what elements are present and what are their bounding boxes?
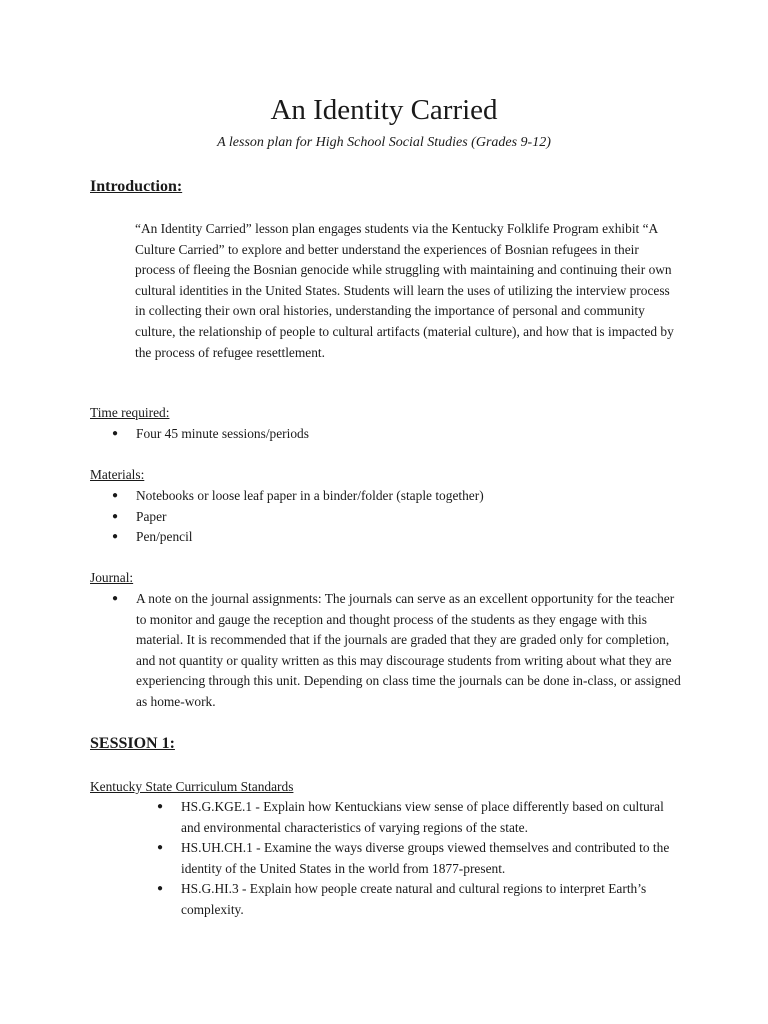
document-subtitle: A lesson plan for High School Social Studies (Grades 9-12) [217,135,551,150]
list-item: ● HS.UH.CH.1 - Examine the ways diverse groups viewed themselves and contributed to the identity of the United States in the world from 1877-present. [157,838,677,879]
list-item: ● Four 45 minute sessions/periods [112,424,682,445]
materials-list [112,486,682,548]
document-title: An Identity Carried [270,94,498,126]
journal-label: Journal: [90,570,134,585]
list-item: ● Pen/pencil [112,527,682,548]
session-1-heading: SESSION 1: [90,735,175,752]
time-required-label: Time required: [90,405,170,420]
standards-label: Kentucky State Curriculum Standards [90,779,294,794]
standards-list [157,797,677,921]
time-required-list [112,424,682,445]
list-item: ● HS.G.HI.3 - Explain how people create natural and cultural regions to interpret Earth’s complexity. [157,879,677,920]
introduction-paragraph: “An Identity Carried” lesson plan engages students via the Kentucky Folklife Program exhibit “A Culture Carried” to explore and better understand the experiences of Bosnian refugees in their process of fleeing the Bosnian genocide while struggling with maintaining and continuing their own cultural identities in the United States. Students will learn the uses of utilizing the interview process in collecting their own oral histories, understanding the importance of personal and community culture, the relationship of people to cultural artifacts (material culture), and how that is impacted by the process of refugee resettlement. [135,221,674,360]
list-item: ● Notebooks or loose leaf paper in a binder/folder (staple together) [112,486,682,507]
materials-label: Materials: [90,467,145,482]
journal-list [112,589,682,713]
list-item: ● HS.G.KGE.1 - Explain how Kentuckians view sense of place differently based on cultural and environmental characteristics of varying regions of the state. [157,797,677,838]
list-item: ● Paper [112,507,682,528]
introduction-heading: Introduction: [90,178,183,195]
list-item: ● A note on the journal assignments: The journals can serve as an excellent opportunity for the teacher to monitor and gauge the reception and thought process of the students as they engage with this material. It is recommended that if the journals are graded that they are graded only for completion, and not quantity or quality written as this may discourage students from writing about what they are experiencing through this unit. Depending on class time the journals can be done in-class, or assigned as home-work. [112,589,682,713]
